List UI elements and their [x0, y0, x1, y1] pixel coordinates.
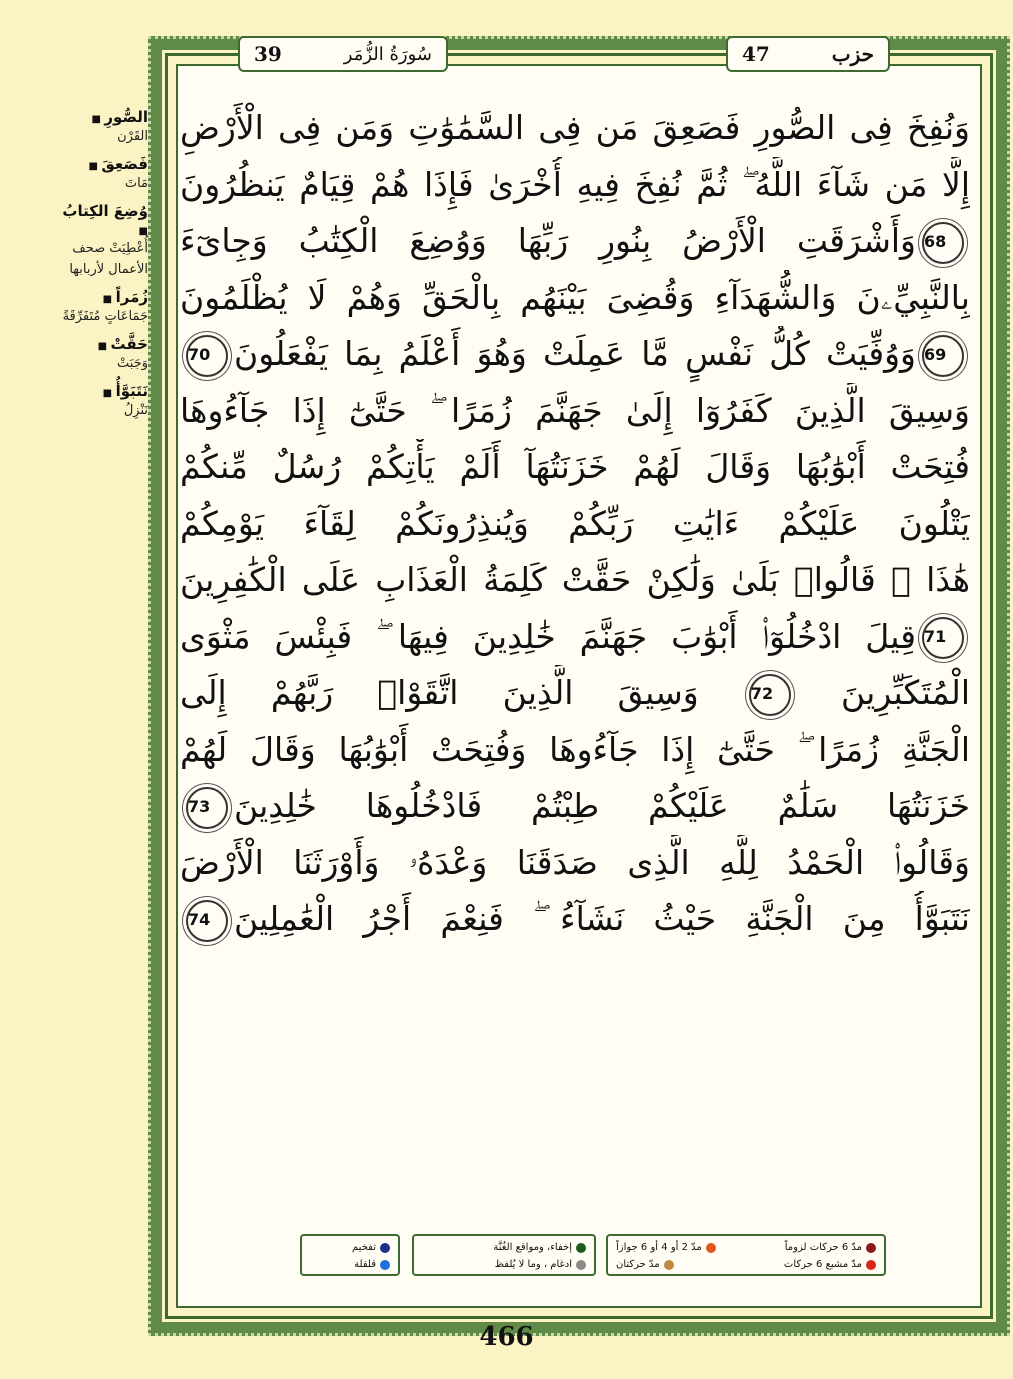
legend-color-dot — [866, 1260, 876, 1270]
legend-entry — [352, 1239, 390, 1256]
verse-text: فُتِحَتْ أَبْوَٰبُهَا وَقَالَ لَهُمْ خَزَنَتُهَآ أَلَمْ يَأْتِكُمْ رُسُلٌ مِّنكُمْ — [180, 447, 970, 486]
juz-label: حزب — [831, 42, 874, 66]
verse-text: وَأَشْرَقَتِ الْأَرْضُ بِنُورِ رَبِّهَا وَوُضِعَ الْكِتَٰبُ وَجِاىٓءَ — [180, 221, 916, 260]
verse-text: هَٰذَا ۚ قَالُوا۟ بَلَىٰ وَلَٰكِنْ حَقَّتْ كَلِمَةُ الْعَذَابِ عَلَى الْكَٰفِرِينَ — [180, 560, 970, 599]
glossary-meaning: القَرْن — [117, 129, 148, 144]
verse-line — [180, 326, 970, 383]
verse-line — [180, 439, 970, 496]
verse-line — [180, 778, 970, 835]
legend-row — [422, 1256, 586, 1273]
verse-line — [180, 665, 970, 722]
verse-text: إِلَّا مَن شَآءَ اللَّهُ ۖ ثُمَّ نُفِخَ فِيهِ أُخْرَىٰ فَإِذَا هُمْ قِيَامٌ يَنظُرُونَ — [180, 164, 970, 204]
verse-line — [180, 722, 970, 779]
verse-text: وَوُفِّيَتْ كُلُّ نَفْسٍ مَّا عَمِلَتْ وَهُوَ أَعْلَمُ بِمَا يَفْعَلُونَ — [234, 334, 916, 373]
legend-label: إخفاء، ومواقع الغُنَّة — [493, 1242, 572, 1253]
glossary-meaning: جَمَاعَاتٍ مُتَفَرِّقَةً — [62, 309, 148, 324]
verse-text: وَسِيقَ الَّذِينَ اتَّقَوْا۟ رَبَّهُمْ إِلَى — [180, 673, 743, 712]
glossary-meaning: وَجَبَتْ — [116, 356, 148, 371]
legend-madd — [606, 1234, 886, 1276]
legend-label: مدّ 2 أو 4 أو 6 جوازاً — [616, 1242, 702, 1253]
legend-row — [616, 1239, 876, 1256]
legend-label: ادغام ، وما لا يُلفظ — [494, 1259, 572, 1270]
legend-row — [310, 1239, 390, 1256]
verse-text: قِيلَ ادْخُلُوٓا۟ أَبْوَٰبَ جَهَنَّمَ خَٰلِدِينَ فِيهَا ۖ فَبِئْسَ مَثْوَى — [180, 616, 916, 656]
page-number: 466 — [479, 1322, 534, 1352]
legend-label: مدّ حركتان — [616, 1259, 660, 1270]
verse-line — [180, 383, 970, 440]
juz-header — [726, 36, 890, 72]
glossary-item — [50, 288, 148, 327]
verse-line — [180, 157, 970, 214]
verse-line — [180, 100, 970, 157]
verse-text: بِالنَّبِيِّۦنَ وَالشُّهَدَآءِ وَقُضِىَ بَيْنَهُم بِالْحَقِّ وَهُمْ لَا يُظْلَمُونَ — [180, 277, 970, 317]
legend-color-dot — [866, 1243, 876, 1253]
glossary-item — [50, 335, 148, 374]
verse-text: الْجَنَّةِ زُمَرًا ۖ حَتَّىٰٓ إِذَا جَآءُوهَا وَفُتِحَتْ أَبْوَٰبُهَا وَقَالَ لَهُمْ — [180, 729, 970, 769]
legend-color-dot — [664, 1260, 674, 1270]
verse-line — [180, 270, 970, 327]
legend-entry — [616, 1239, 716, 1256]
glossary-word: زُمَراً ■ — [50, 288, 148, 306]
legend-color-dot — [706, 1243, 716, 1253]
verse-text: وَسِيقَ الَّذِينَ كَفَرُوٓا إِلَىٰ جَهَنَّمَ زُمَرًا ۖ حَتَّىٰٓ إِذَا جَآءُوهَا — [180, 390, 970, 430]
surah-header — [238, 36, 448, 72]
legend-label: مدّ 6 حركات لزوماً — [784, 1242, 862, 1253]
verse-line — [180, 609, 970, 666]
legend-row — [616, 1256, 876, 1273]
verse-text: وَنُفِخَ فِى الصُّورِ فَصَعِقَ مَن فِى السَّمَٰوَٰتِ وَمَن فِى الْأَرْضِ — [180, 108, 970, 147]
legend-color-dot — [380, 1243, 390, 1253]
glossary-word: حَقَّتْ ■ — [50, 335, 148, 353]
legend-entry — [354, 1256, 390, 1273]
verse-text: وَقَالُوا۟ الْحَمْدُ لِلَّهِ الَّذِى صَدَقَنَا وَعْدَهُۥ وَأَوْرَثَنَا الْأَرْضَ — [180, 842, 970, 882]
surah-name: سُورَةُ الزُّمَر — [343, 43, 432, 65]
ayah-number-marker: 69 — [922, 335, 964, 377]
glossary-item — [50, 108, 148, 147]
ayah-number-marker: 71 — [922, 617, 964, 659]
glossary-meaning: نَنْزِلُ — [123, 403, 148, 418]
ayah-number-marker: 74 — [186, 900, 228, 942]
legend-tafkhim — [300, 1234, 400, 1276]
ayah-number-marker: 73 — [186, 787, 228, 829]
ayah-number-marker: 70 — [186, 335, 228, 377]
legend-entry — [784, 1256, 876, 1273]
verse-text: نَتَبَوَّأُ مِنَ الْجَنَّةِ حَيْثُ نَشَآءُ ۖ فَنِعْمَ أَجْرُ الْعَٰمِلِينَ — [234, 899, 970, 938]
verse-line — [180, 552, 970, 609]
glossary-item — [50, 382, 148, 421]
ayah-number-marker: 68 — [922, 222, 964, 264]
verse-line — [180, 213, 970, 270]
verse-lines — [180, 100, 970, 948]
legend-entry — [785, 1239, 876, 1256]
glossary-word: وُضِعَ الكِتابُ ■ — [50, 202, 148, 238]
legend-label: قلقلة — [354, 1259, 376, 1270]
verse-text: الْمُتَكَبِّرِينَ — [796, 673, 970, 712]
legend-label: مدّ مشبع 6 حركات — [783, 1259, 862, 1270]
legend-entry — [495, 1256, 586, 1273]
legend-entry — [616, 1256, 674, 1273]
legend-ghunna — [412, 1234, 596, 1276]
glossary-word: فَصَعِقَ ■ — [50, 155, 148, 173]
legend-row — [310, 1256, 390, 1273]
juz-number: 47 — [742, 42, 770, 66]
legend-color-dot — [576, 1243, 586, 1253]
glossary-item — [50, 155, 148, 194]
surah-page-number: 39 — [254, 42, 282, 66]
legend-row — [422, 1239, 586, 1256]
verse-line — [180, 835, 970, 892]
verse-text: يَتْلُونَ عَلَيْكُمْ ءَايَٰتِ رَبِّكُمْ وَيُنذِرُونَكُمْ لِقَآءَ يَوْمِكُمْ — [180, 503, 970, 543]
glossary-item — [50, 202, 148, 280]
glossary-meaning: أُعْطِيَتْ صحف الأعمال لأربابها — [69, 241, 148, 277]
legend-color-dot — [380, 1260, 390, 1270]
legend-color-dot — [576, 1260, 586, 1270]
margin-glossary — [50, 108, 148, 429]
glossary-meaning: مَاتَ — [124, 176, 148, 191]
glossary-word: نَتَبَوَّأُ ■ — [50, 382, 148, 400]
legend-entry — [493, 1239, 586, 1256]
glossary-word: الصُّورِ ■ — [50, 108, 148, 126]
verse-line — [180, 496, 970, 553]
verse-line — [180, 891, 970, 948]
ayah-number-marker: 72 — [749, 674, 791, 716]
legend-label: تفخيم — [352, 1242, 376, 1253]
verse-text: خَزَنَتُهَا سَلَٰمٌ عَلَيْكُمْ طِبْتُمْ فَادْخُلُوهَا خَٰلِدِينَ — [234, 786, 970, 825]
